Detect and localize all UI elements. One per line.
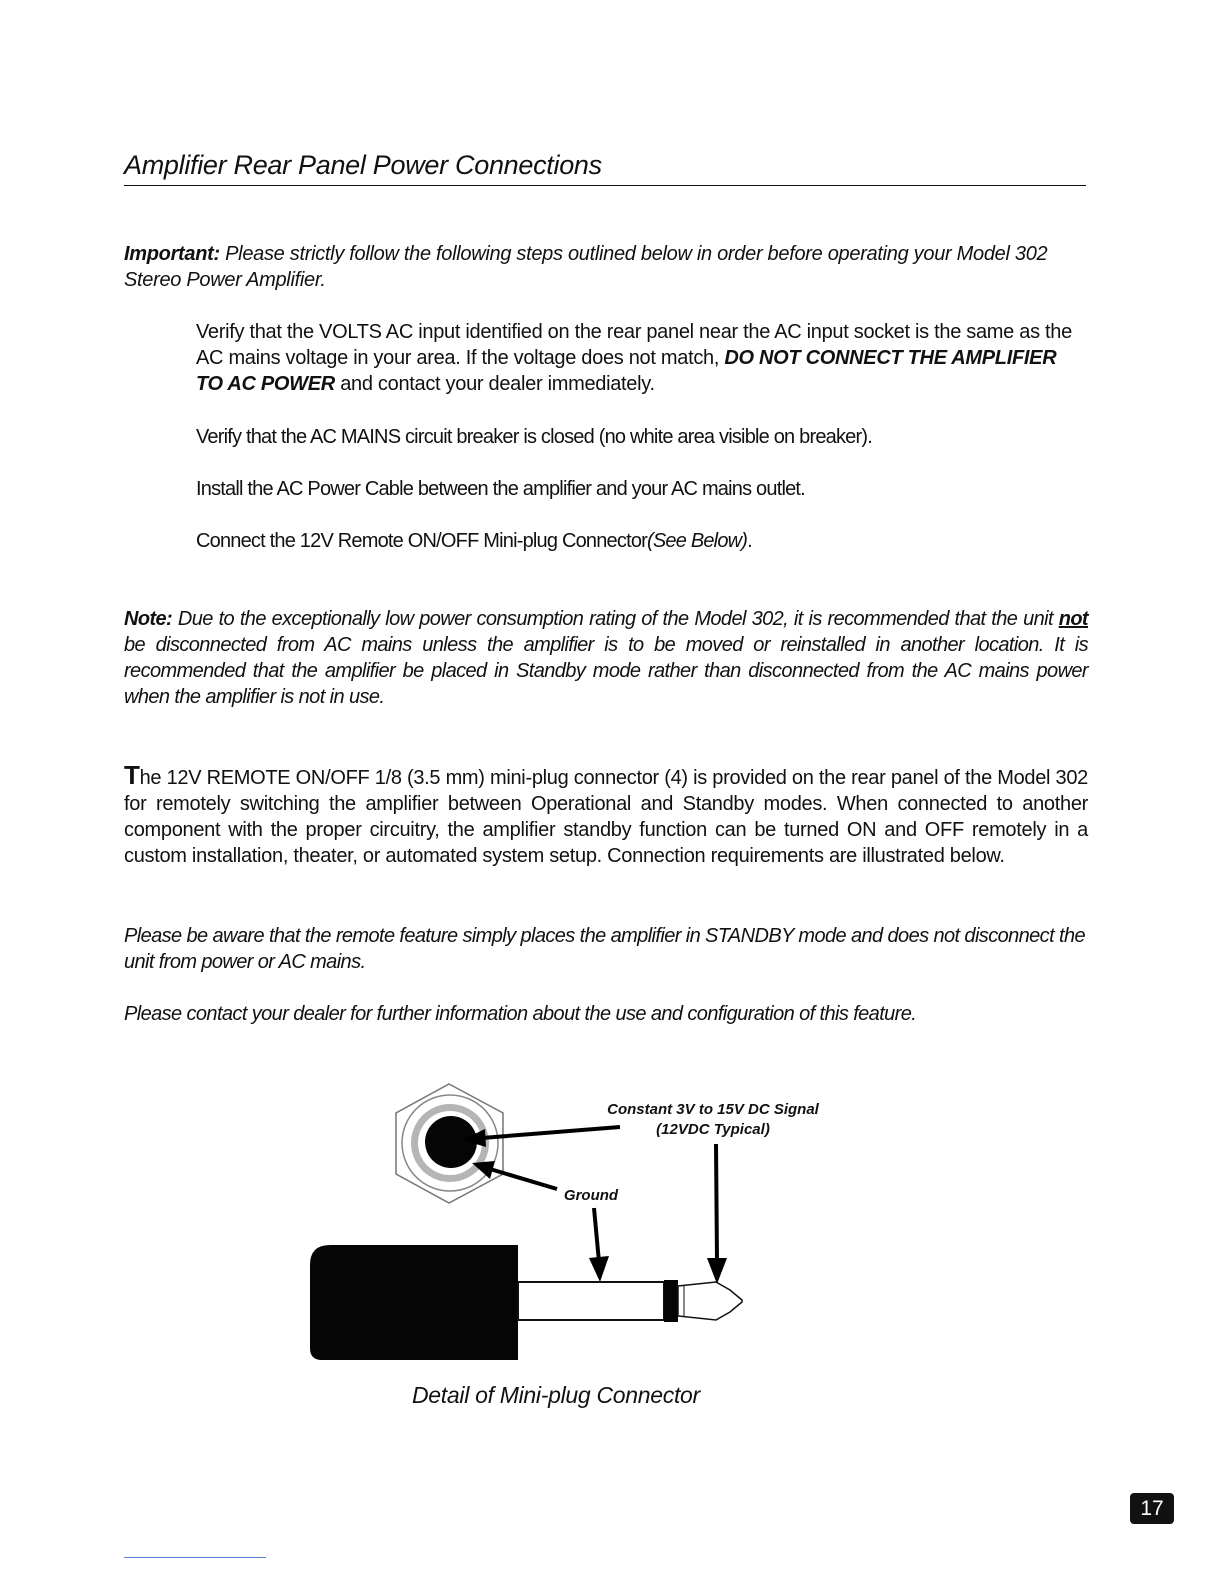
- signal-down-arrow-line: [716, 1144, 717, 1262]
- note-text-end: be disconnected from AC mains unless the amplifier is to be moved or reinstalled in another location. It is recommended that the amplifier be placed in Standby mode rather than disconnected from the AC mains power when the amplifier is not in use.: [124, 634, 1088, 708]
- remote-paragraph: [124, 762, 1088, 869]
- note-paragraph: [124, 606, 1088, 710]
- step-connect-remote-text: Connect the 12V Remote ON/OFF Mini-plug Connector: [196, 530, 648, 552]
- note-text: Due to the exceptionally low power consumption rating of the Model 302, it is recommended that the unit: [172, 608, 1059, 630]
- note-label: Note:: [124, 608, 173, 630]
- remote-text: he 12V REMOTE ON/OFF 1/8 (3.5 mm) mini-plug connector (4) is provided on the rear panel of the Model 302 for remotely switching the amplifier between Operational and Standby modes. When connected to another component with the proper circuitry, the amplifier standby function can be turned ON and OFF remotely in a custom installation, theater, or automated system setup. Connection requirements are illustrated below.: [124, 767, 1088, 867]
- step-verify-volts: [196, 319, 1086, 397]
- step-verify-volts-end: and contact your dealer immediately.: [334, 373, 655, 395]
- important-label: Important:: [124, 243, 220, 265]
- important-paragraph: [124, 241, 1088, 293]
- step-connect-remote-end: .: [747, 530, 752, 552]
- ground-arrow-line: [490, 1169, 557, 1189]
- signal-label-line2: (12VDC Typical): [656, 1121, 770, 1138]
- ground-label: Ground: [563, 1187, 619, 1204]
- contact-paragraph: Please contact your dealer for further information about the use and configuration of this feature.: [124, 1003, 917, 1025]
- ground-down-arrow-line: [594, 1208, 599, 1262]
- remote-initial: T: [124, 760, 140, 790]
- step-install-cable: Install the AC Power Cable between the amplifier and your AC mains outlet.: [196, 478, 805, 500]
- see-below-reference: (See Below): [647, 530, 748, 552]
- warning-do-not-connect: DO NOT CONNECT THE AMPLIFIER TO AC POWER: [196, 347, 1057, 395]
- plug-tip: [678, 1282, 742, 1320]
- important-text: Please strictly follow the following steps outlined below in order before operating your Model 302 Stereo Power Amplifier.: [124, 243, 1048, 291]
- signal-down-arrowhead: [707, 1258, 727, 1284]
- step-verify-breaker: Verify that the AC MAINS circuit breaker is closed (no white area visible on breaker).: [196, 426, 872, 448]
- diagram-caption: Detail of Mini-plug Connector: [412, 1382, 700, 1408]
- page-number-badge: 17: [1130, 1493, 1174, 1524]
- ground-down-arrowhead: [589, 1256, 609, 1282]
- note-emphasis: not: [1058, 608, 1088, 630]
- plug-insulator-band: [664, 1280, 678, 1322]
- mini-plug-diagram: [300, 1075, 819, 1375]
- plug-body: [310, 1245, 518, 1360]
- plug-sleeve: [518, 1282, 664, 1320]
- signal-label-line1: Constant 3V to 15V DC Signal: [607, 1101, 819, 1118]
- footer-rule: [124, 1557, 266, 1558]
- aware-paragraph: Please be aware that the remote feature simply places the amplifier in STANDBY mode and does not disconnect the unit from power or AC mains.: [124, 925, 1085, 973]
- page-title: Amplifier Rear Panel Power Connections: [124, 150, 1086, 186]
- step-verify-volts-text: Verify that the VOLTS AC input identified on the rear panel near the AC input socket is the same as the AC mains voltage in your area. If the voltage does not match,: [196, 321, 1072, 369]
- step-connect-remote: [196, 528, 1086, 554]
